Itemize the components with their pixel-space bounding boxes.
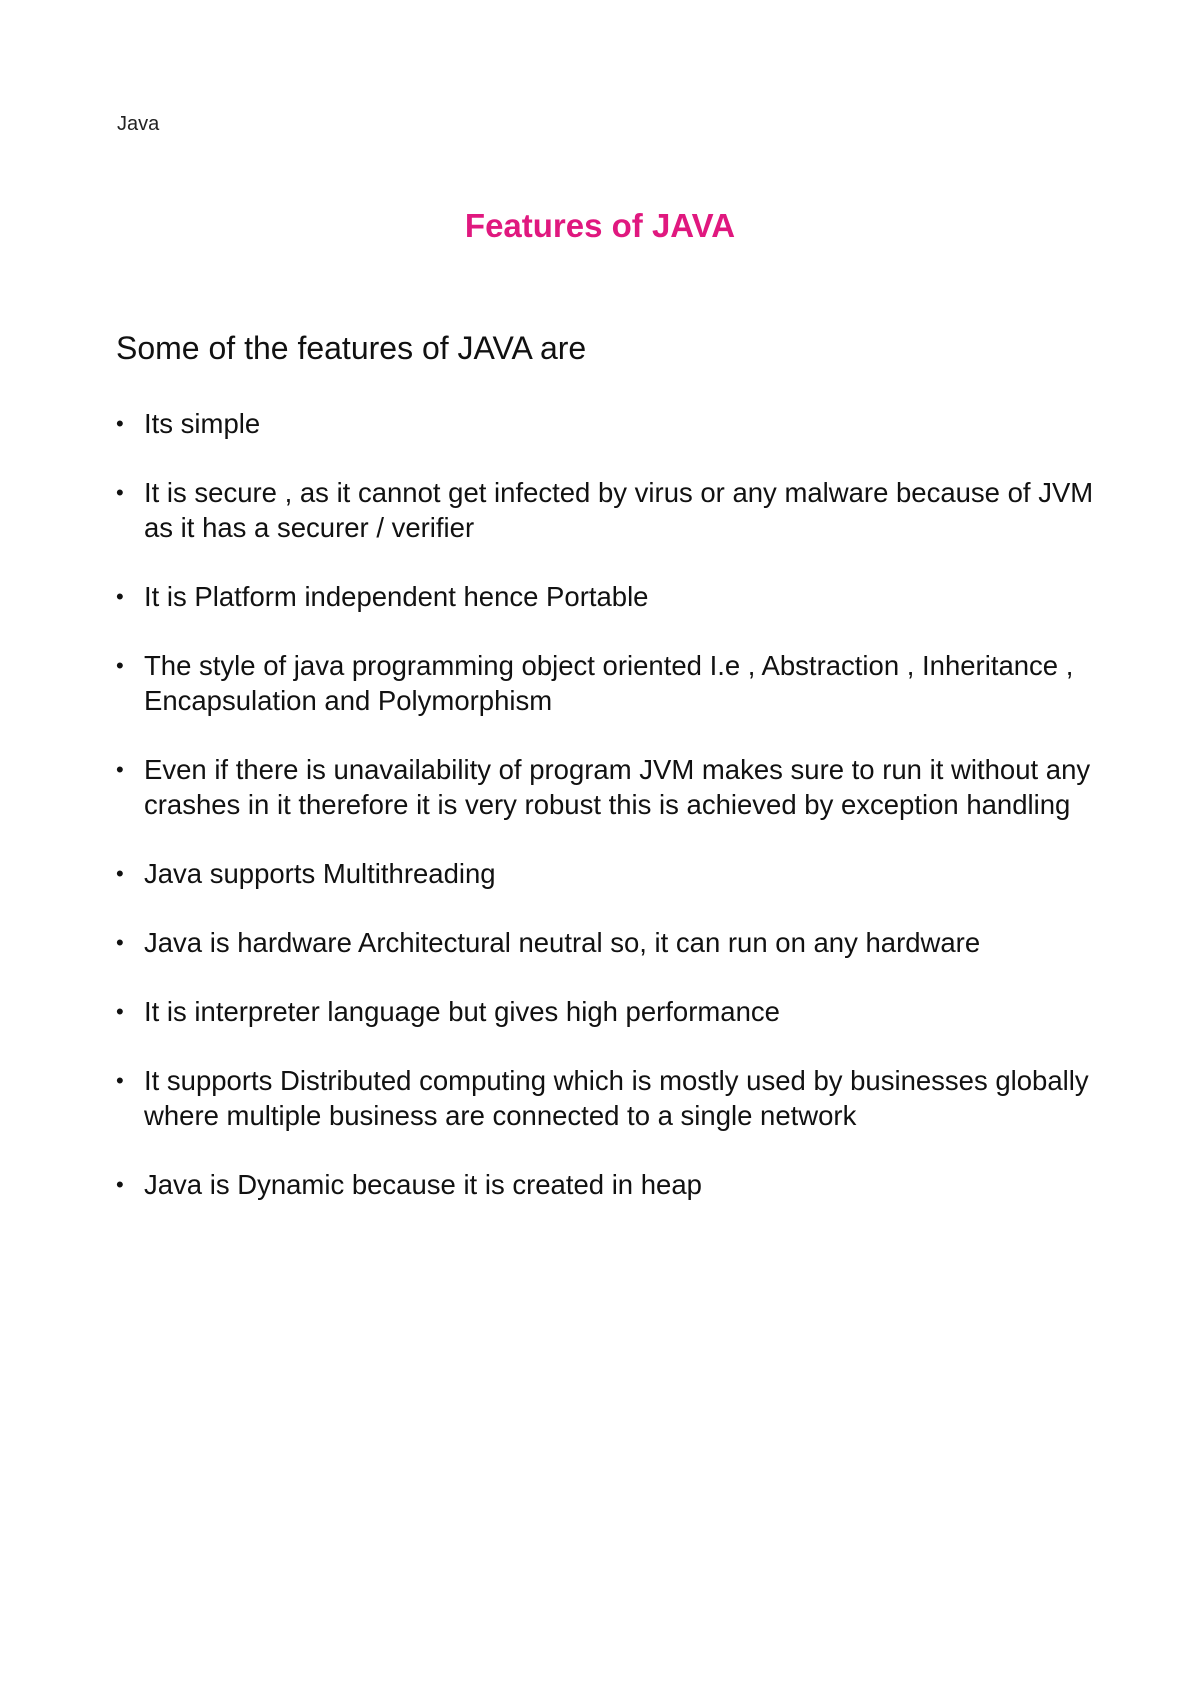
- list-item: [116, 752, 1096, 822]
- list-item: [116, 994, 1096, 1029]
- page-header: Java: [117, 113, 160, 135]
- list-item: [116, 1167, 1096, 1202]
- list-item-text: It is interpreter language but gives high performance: [144, 996, 780, 1027]
- list-item: [116, 475, 1096, 545]
- list-item: [116, 579, 1096, 614]
- bullet-icon: •: [116, 999, 124, 1024]
- page-title: Features of JAVA: [464, 207, 736, 244]
- list-item-text: The style of java programming object oriented I.e , Abstraction , Inheritance , Encapsulation and Polymorphism: [144, 650, 1074, 716]
- list-item-text: Even if there is unavailability of program JVM makes sure to run it without any crashes in it therefore it is very robust this is achieved by exception handling: [144, 754, 1091, 820]
- list-item-text: Java is Dynamic because it is created in heap: [144, 1169, 702, 1200]
- feature-list: [116, 406, 1096, 1236]
- bullet-icon: •: [116, 584, 124, 609]
- bullet-icon: •: [116, 861, 124, 886]
- bullet-icon: •: [116, 653, 124, 678]
- intro-text: Some of the features of JAVA are: [116, 330, 587, 366]
- list-item-text: Its simple: [144, 408, 261, 439]
- list-item-text: It is Platform independent hence Portable: [144, 581, 649, 612]
- bullet-icon: •: [116, 480, 124, 505]
- list-item-text: It supports Distributed computing which is mostly used by businesses globally where multiple business are connected to a single network: [144, 1065, 1089, 1131]
- bullet-icon: •: [116, 1172, 124, 1197]
- bullet-icon: •: [116, 757, 124, 782]
- list-item: [116, 1063, 1096, 1133]
- list-item-text: Java is hardware Architectural neutral so, it can run on any hardware: [144, 927, 981, 958]
- bullet-icon: •: [116, 930, 124, 955]
- list-item: [116, 925, 1096, 960]
- list-item-text: It is secure , as it cannot get infected by virus or any malware because of JVM as it has a securer / verifier: [144, 477, 1094, 543]
- list-item: [116, 648, 1096, 718]
- list-item-text: Java supports Multithreading: [144, 858, 496, 889]
- bullet-icon: •: [116, 411, 124, 436]
- list-item: [116, 406, 1096, 441]
- bullet-icon: •: [116, 1068, 124, 1093]
- list-item: [116, 856, 1096, 891]
